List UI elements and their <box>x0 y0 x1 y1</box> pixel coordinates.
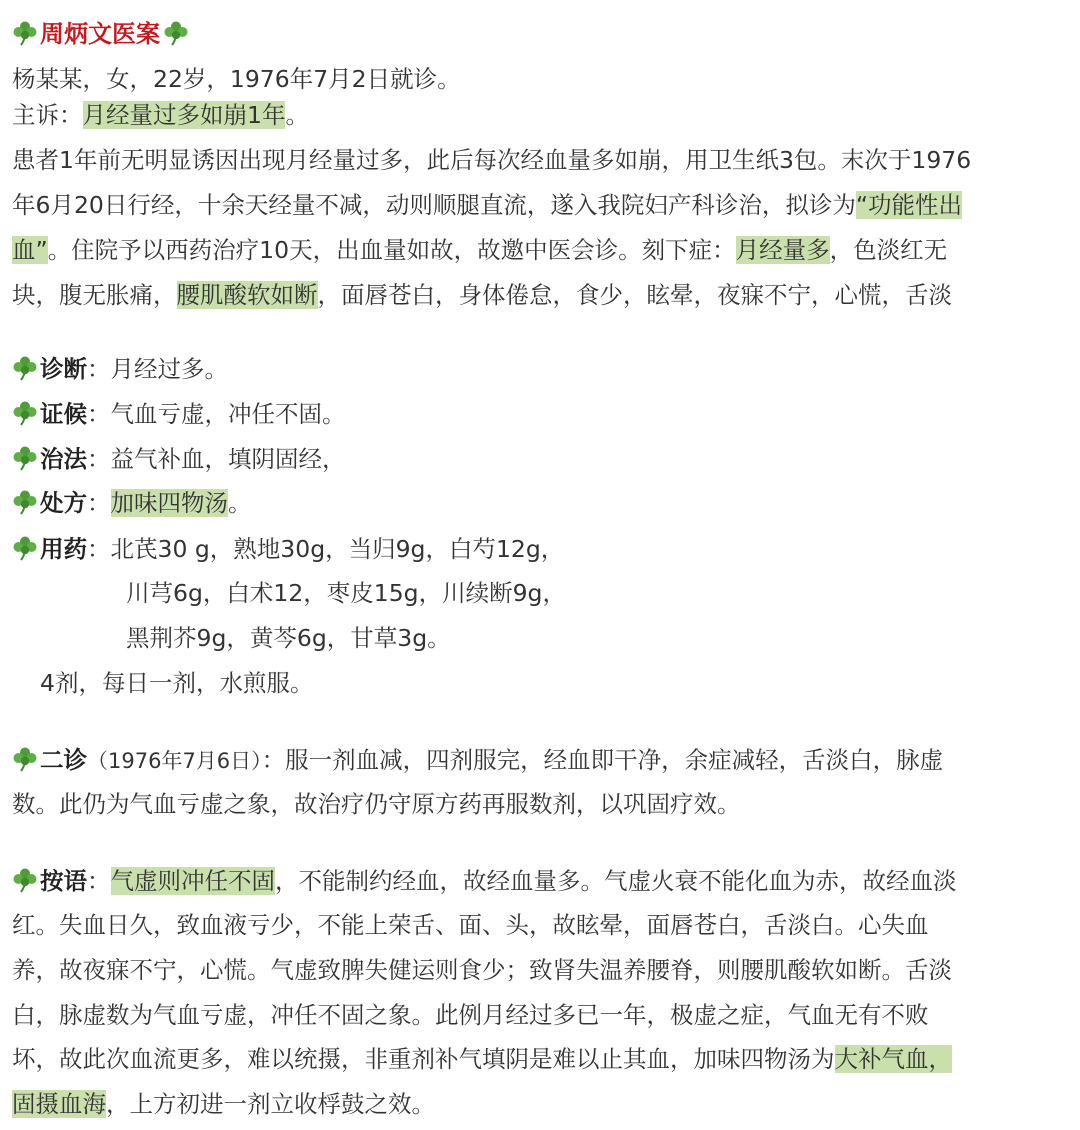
prescription-row: 处方：加味四物汤。 <box>12 484 252 524</box>
syndrome-row: 证候：气血亏虚，冲任不固。 <box>12 395 346 435</box>
clover-icon <box>12 535 38 561</box>
highlight: 气虚则冲任不固 <box>110 867 275 895</box>
highlight: 大补气血， <box>834 1045 952 1073</box>
chief-complaint: 主诉：月经量过多如崩1年。 <box>12 101 309 129</box>
clover-icon <box>12 355 38 381</box>
highlight: 腰肌酸软如断 <box>176 281 318 309</box>
commentary-line-6: 固摄血海，上方初进一剂立收桴鼓之效。 <box>12 1090 435 1118</box>
commentary-line-3: 养，故夜寐不宁，心慌。气虚致脾失健运则食少；致肾失温养腰脊，则腰肌酸软如断。舌淡 <box>12 956 952 984</box>
syndrome-label: 证候 <box>40 400 87 428</box>
commentary-line-4: 白，脉虚数为气血亏虚，冲任不固之象。此例月经过多已一年，极虚之症，气血无有不败 <box>12 1001 929 1029</box>
second-visit-label: 二诊 <box>40 746 87 774</box>
clover-icon <box>12 867 38 893</box>
medicine-line-2: 川芎6g，白术12，枣皮15g，川续断9g， <box>126 579 566 607</box>
patient-info: 杨某某，女，22岁，1976年7月2日就诊。 <box>12 65 461 93</box>
highlight: 加味四物汤 <box>110 489 228 517</box>
medicine-line-3: 黑荆芥9g，黄芩6g，甘草3g。 <box>126 624 451 652</box>
clover-icon <box>12 489 38 515</box>
second-visit-row: 二诊（1976年7月6日）：服一剂血减，四剂服完，经血即干净，余症减轻，舌淡白，脉虚 <box>12 741 943 781</box>
medicine-row: 用药：北芪30 g，熟地30g，当归9g，白芍12g， <box>12 530 564 570</box>
commentary-line-5: 坏，故此次血流更多，难以统摄，非重剂补气填阴是难以止其血，加味四物汤为大补气血， <box>12 1045 952 1073</box>
clover-icon <box>12 400 38 426</box>
highlight: 固摄血海 <box>12 1090 106 1118</box>
highlight: “功能性出 <box>855 191 963 219</box>
history-line-1: 患者1年前无明显诱因出现月经量过多，此后每次经血量多如崩，用卫生纸3包。末次于1976 <box>12 146 972 174</box>
highlight: 月经量过多如崩1年 <box>82 101 286 129</box>
medicine-label: 用药 <box>40 535 87 563</box>
diagnosis-row: 诊断：月经过多。 <box>12 350 228 390</box>
case-title <box>12 15 191 55</box>
diagnosis-label: 诊断 <box>40 355 87 383</box>
second-visit-line-2: 数。此仍为气血亏虚之象，故治疗仍守原方药再服数剂，以巩固疗效。 <box>12 790 741 818</box>
history-line-4: 块，腹无胀痛，腰肌酸软如断，面唇苍白，身体倦怠，食少，眩晕，夜寐不宁，心慌，舌淡 <box>12 281 952 309</box>
clover-icon <box>163 20 189 46</box>
commentary-line-2: 红。失血日久，致血液亏少，不能上荣舌、面、头，故眩晕，面唇苍白，舌淡白。心失血 <box>12 911 929 939</box>
treatment-row: 治法：益气补血，填阴固经， <box>12 440 346 480</box>
clover-icon <box>12 746 38 772</box>
commentary-row: 按语：气虚则冲任不固，不能制约经血，故经血量多。气虚火衰不能化血为赤，故经血淡 <box>12 862 957 902</box>
clover-icon <box>12 445 38 471</box>
treatment-label: 治法 <box>40 445 87 473</box>
commentary-label: 按语 <box>40 867 87 895</box>
prescription-label: 处方 <box>40 489 87 517</box>
dosage-instructions: 4剂，每日一剂，水煎服。 <box>40 669 314 697</box>
highlight: 血” <box>12 236 48 264</box>
clover-icon <box>12 20 38 46</box>
history-line-2: 年6月20日行经，十余天经量不减，动则顺腿直流，遂入我院妇产科诊治，拟诊为“功能性出 <box>12 191 963 219</box>
title-text: 周炳文医案 <box>40 20 160 48</box>
highlight: 月经量多 <box>735 236 830 264</box>
history-line-3: 血”。住院予以西药治疗10天，出血量如故，故邀中医会诊。刻下症：月经量多，色淡红无 <box>12 236 948 264</box>
